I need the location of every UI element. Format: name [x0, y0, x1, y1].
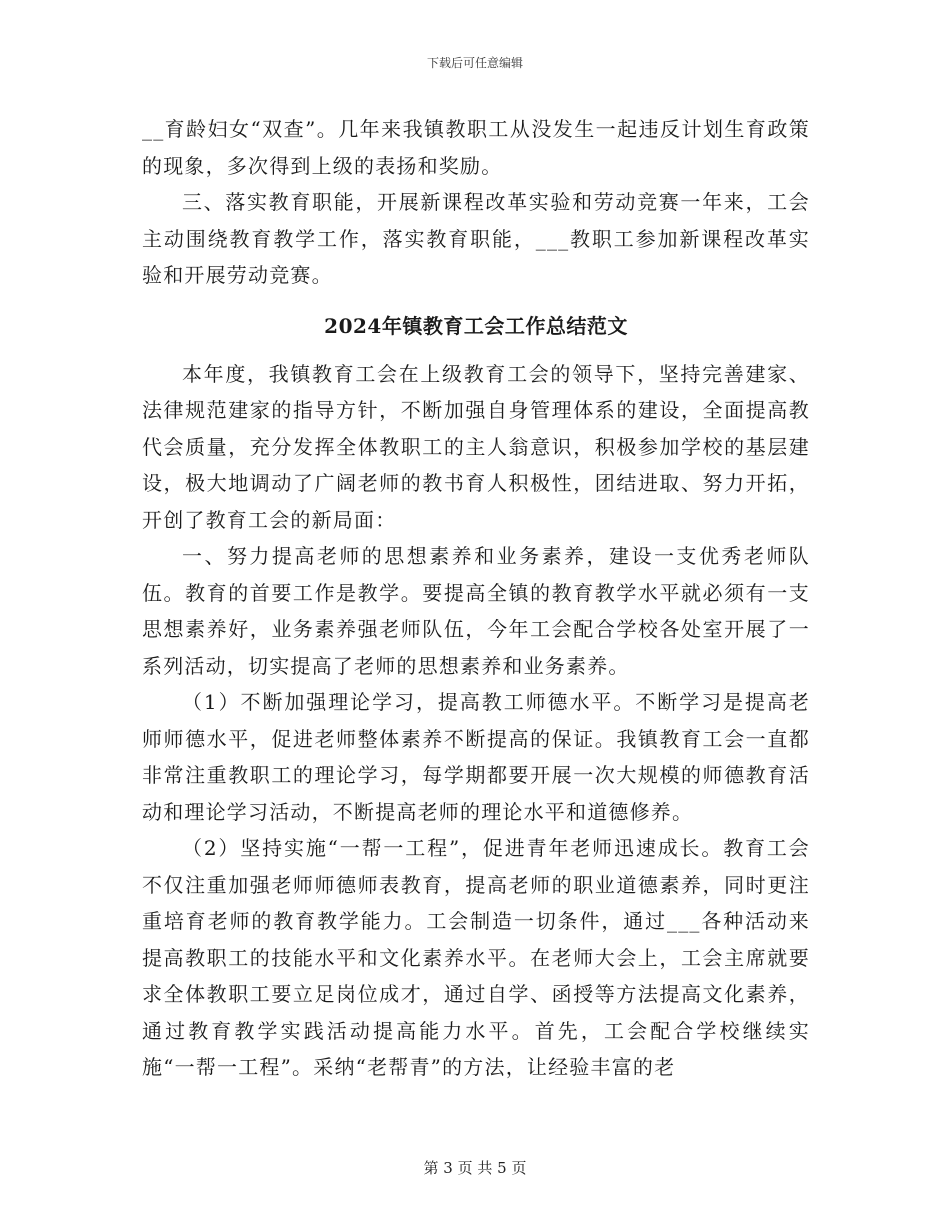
paragraph-item-two: （2）坚持实施“一帮一工程”，促进青年老师迅速成长。教育工会不仅注重加强老师师德师表教育，提高老师的职业道德素养，同时更注重培育老师的教育教学能力。工会制造一切条件，通过___各种活动来提高教职工的技能水平和文化素养水平。在老师大会上，工会主席就要求全体教职工要立足岗位成才，通过自学、函授等方法提高文化素养，通过教育教学实践活动提高能力水平。首先，工会配合学校继续实施“一帮一工程”。采纳“老帮青”的方法，让经验丰富的老 — [142, 836, 810, 1079]
page-header: 下载后可任意编辑 — [426, 56, 523, 70]
paragraph-continuation: __育龄妇女“双查”。几年来我镇教职工从没发生一起违反计划生育政策的现象，多次得到上级的表扬和奖励。 — [142, 117, 810, 178]
paragraph-section-one: 一、努力提高老师的思想素养和业务素养，建设一支优秀老师队伍。教育的首要工作是教学。要提高全镇的教育教学水平就必须有一支思想素养好，业务素养强老师队伍，今年工会配合学校各处室开展了一系列活动，切实提高了老师的思想素养和业务素养。 — [142, 544, 810, 678]
document-body — [142, 111, 810, 1086]
paragraph-item-one: （1）不断加强理论学习，提高教工师德水平。不断学习是提高老师师德水平，促进老师整体素养不断提高的保证。我镇教育工会一直都非常注重教职工的理论学习，每学期都要开展一次大规模的师德教育活动和理论学习活动，不断提高老师的理论水平和道德修养。 — [142, 690, 810, 824]
paragraph-section-three: 三、落实教育职能，开展新课程改革实验和劳动竞赛一年来，工会主动围绕教育教学工作，落实教育职能，___教职工参加新课程改革实验和开展劳动竞赛。 — [142, 190, 810, 287]
page-footer: 第 3 页 共 5 页 — [423, 1159, 527, 1177]
document-title: 2024年镇教育工会工作总结范文 — [324, 313, 628, 338]
paragraph-intro: 本年度，我镇教育工会在上级教育工会的领导下，坚持完善建家、法律规范建家的指导方针，不断加强自身管理体系的建设，全面提高教代会质量，充分发挥全体教职工的主人翁意识，积极参加学校的基层建设，极大地调动了广阔老师的教书育人积极性，团结进取、努力开拓，开创了教育工会的新局面： — [142, 361, 810, 532]
